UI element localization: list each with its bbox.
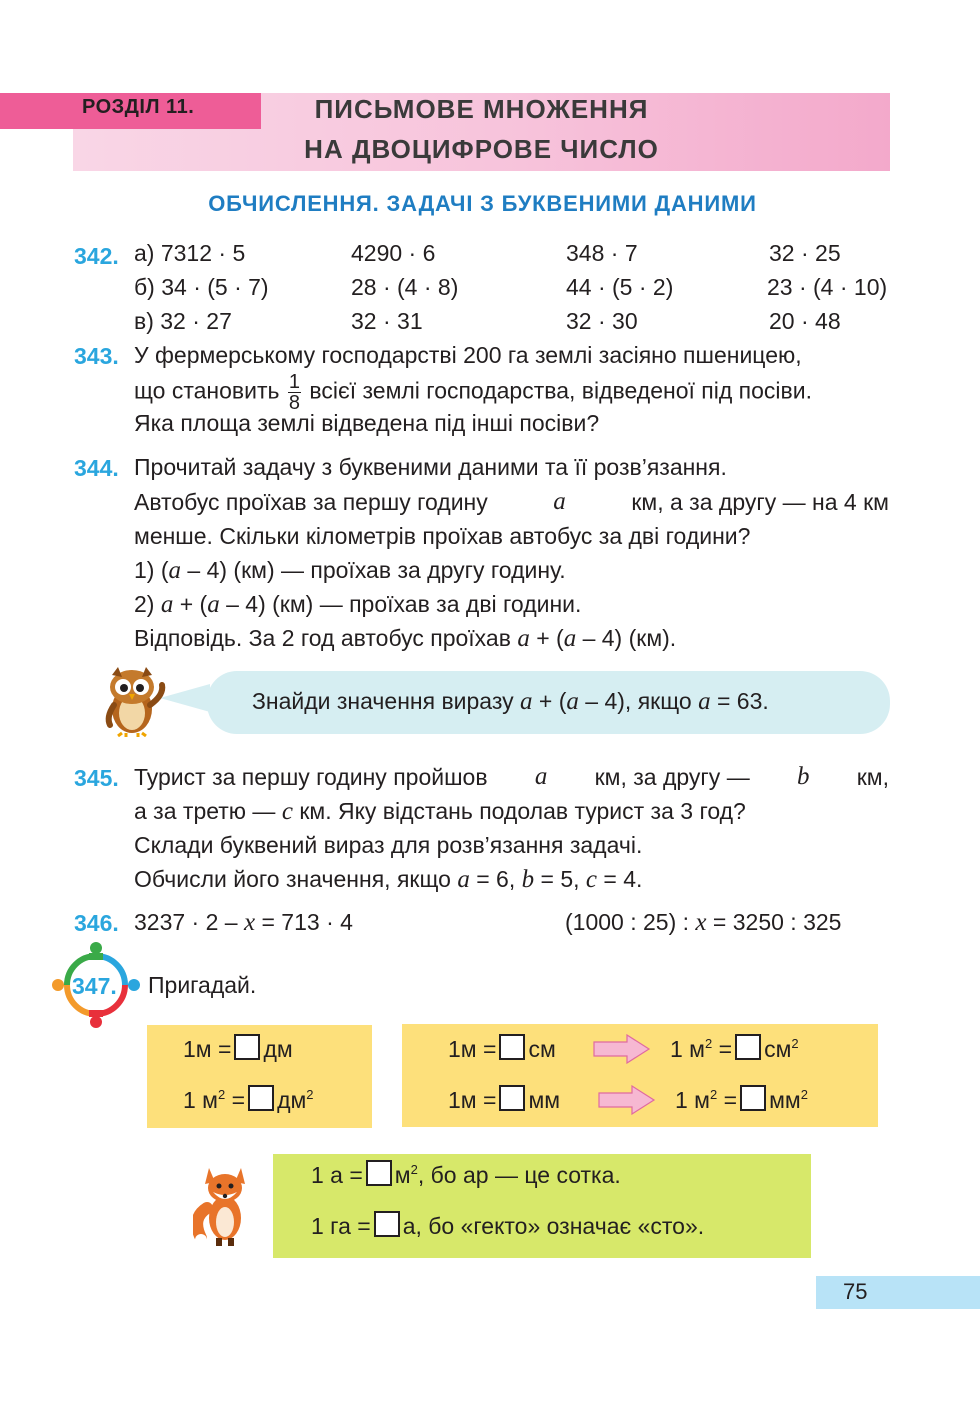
text: дм bbox=[277, 1087, 307, 1113]
problem-text-line bbox=[134, 794, 746, 829]
problem-text-line bbox=[134, 760, 889, 794]
fraction-denominator: 8 bbox=[288, 392, 301, 414]
text: 1м = bbox=[183, 1036, 232, 1062]
text: – 4) (км) — проїхав за дві години. bbox=[219, 591, 582, 617]
answer-line bbox=[134, 621, 676, 656]
text: = bbox=[712, 1036, 733, 1062]
expression: а) 7312 · 5 bbox=[134, 240, 246, 266]
text: 1) ( bbox=[134, 557, 169, 583]
problem-text-line bbox=[134, 485, 889, 519]
text: км, bbox=[856, 764, 889, 790]
text: + ( bbox=[529, 625, 564, 651]
text: км, а за другу — на 4 км bbox=[631, 489, 889, 515]
page-number-bar bbox=[816, 1276, 980, 1309]
text: 1 а = bbox=[311, 1162, 363, 1188]
variable: x bbox=[243, 909, 256, 936]
expression: 32 · 25 bbox=[769, 240, 841, 266]
variable: x bbox=[695, 909, 707, 936]
text: = 6, bbox=[469, 866, 516, 892]
conversion-row bbox=[183, 1032, 293, 1066]
text: а, бо «гекто» означає «сто». bbox=[402, 1213, 705, 1239]
expression: 28 · (4 · 8) bbox=[351, 274, 459, 300]
text: а за третю — bbox=[134, 798, 276, 824]
arrow-right-icon bbox=[598, 1085, 656, 1115]
conversion-row bbox=[311, 1158, 621, 1192]
text: = bbox=[717, 1087, 738, 1113]
solution-step bbox=[134, 587, 581, 622]
text: – 4), якщо bbox=[578, 688, 692, 714]
text: Знайди значення виразу bbox=[252, 688, 514, 714]
text: + ( bbox=[173, 591, 208, 617]
text: м bbox=[394, 1162, 411, 1188]
owl-illustration bbox=[100, 665, 168, 737]
fraction-numerator: 1 bbox=[288, 371, 301, 393]
variable: a bbox=[457, 866, 470, 893]
variable: a bbox=[566, 688, 579, 715]
answer-box[interactable] bbox=[499, 1085, 525, 1111]
text: = 4. bbox=[597, 866, 643, 892]
conversion-row bbox=[670, 1032, 799, 1066]
text: 2) bbox=[134, 591, 161, 617]
superscript: 2 bbox=[705, 1036, 713, 1051]
text: 1 м bbox=[183, 1087, 218, 1113]
variable: c bbox=[585, 866, 598, 893]
problem-text: Прочитай задачу з буквеними даними та її розв’язання. bbox=[134, 454, 727, 480]
conversion-row bbox=[448, 1083, 560, 1117]
answer-box[interactable] bbox=[499, 1034, 525, 1060]
text: 3237 · 2 – bbox=[134, 909, 238, 935]
text: – 4) (км) — проїхав за другу годину. bbox=[181, 557, 566, 583]
answer-box[interactable] bbox=[735, 1034, 761, 1060]
expression: 23 · (4 · 10) bbox=[767, 274, 888, 300]
variable: a bbox=[168, 557, 181, 584]
variable: a bbox=[534, 763, 548, 790]
text: км, за другу — bbox=[594, 764, 750, 790]
expression: 32 · 30 bbox=[566, 308, 638, 334]
equation bbox=[134, 905, 353, 940]
text: + ( bbox=[532, 688, 567, 714]
expression: 44 · (5 · 2) bbox=[566, 274, 674, 300]
text: = 63. bbox=[710, 688, 769, 714]
chapter-title-line2: НА ДВОЦИФРОВЕ ЧИСЛО bbox=[304, 134, 659, 164]
equation bbox=[565, 905, 841, 940]
conversion-row bbox=[448, 1032, 556, 1066]
text: Автобус проїхав за першу годину bbox=[134, 489, 488, 515]
variable: a bbox=[553, 488, 566, 515]
conversion-row bbox=[183, 1083, 314, 1117]
expression: 348 · 7 bbox=[566, 240, 638, 266]
answer-box[interactable] bbox=[248, 1085, 274, 1111]
text: Турист за першу годину пройшов bbox=[134, 764, 488, 790]
chapter-title-line1: ПИСЬМОВЕ МНОЖЕННЯ bbox=[314, 94, 649, 124]
text: 1 м bbox=[675, 1087, 710, 1113]
superscript: 2 bbox=[791, 1036, 799, 1051]
text: мм bbox=[769, 1087, 801, 1113]
fox-illustration bbox=[193, 1160, 255, 1248]
superscript: 2 bbox=[218, 1087, 226, 1102]
exercise-number: 344. bbox=[74, 455, 119, 481]
expression: б) 34 · (5 · 7) bbox=[134, 274, 269, 300]
exercise-label: Пригадай. bbox=[148, 972, 257, 998]
text: всієї землі господарства, відведеної під посіви. bbox=[309, 377, 812, 404]
variable: a bbox=[563, 625, 577, 652]
lesson-subtitle: ОБЧИСЛЕННЯ. ЗАДАЧІ З БУКВЕНИМИ ДАНИМИ bbox=[208, 191, 757, 216]
variable: a bbox=[698, 688, 711, 715]
section-label: РОЗДІЛ 11. bbox=[82, 96, 195, 118]
conversion-row bbox=[311, 1209, 704, 1243]
answer-box[interactable] bbox=[374, 1211, 400, 1237]
text: що становить bbox=[134, 377, 280, 404]
text: мм bbox=[528, 1087, 561, 1113]
exercise-number: 343. bbox=[74, 343, 119, 369]
text: = bbox=[225, 1087, 246, 1113]
superscript: 2 bbox=[800, 1087, 808, 1102]
superscript: 2 bbox=[710, 1087, 718, 1102]
exercise-number: 346. bbox=[74, 910, 119, 936]
variable: a bbox=[207, 591, 220, 618]
superscript: 2 bbox=[306, 1087, 314, 1102]
arrow-right-icon bbox=[593, 1034, 651, 1064]
problem-text: У фермерському господарстві 200 га землі засіяно пшеницею, bbox=[134, 342, 802, 368]
expression: 32 · 31 bbox=[351, 308, 423, 334]
text: , бо ар — це сотка. bbox=[417, 1162, 621, 1188]
variable: c bbox=[281, 798, 293, 825]
problem-text: Яка площа землі відведена під інші посіви? bbox=[134, 410, 600, 436]
text: км. Яку відстань подолав турист за 3 год? bbox=[299, 798, 746, 824]
text: Обчисли його значення, якщо bbox=[134, 866, 451, 892]
variable: b bbox=[796, 763, 810, 790]
expression: в) 32 · 27 bbox=[134, 308, 232, 334]
solution-step bbox=[134, 553, 566, 588]
conversion-row bbox=[675, 1083, 808, 1117]
text: = 5, bbox=[534, 866, 580, 892]
text: см bbox=[528, 1036, 556, 1062]
text: см bbox=[764, 1036, 792, 1062]
text: = 713 · 4 bbox=[255, 909, 353, 935]
page-number: 75 bbox=[843, 1279, 868, 1304]
expression: 20 · 48 bbox=[769, 308, 841, 334]
text: дм bbox=[263, 1036, 293, 1062]
text: 1м = bbox=[448, 1036, 497, 1062]
answer-box[interactable] bbox=[234, 1034, 260, 1060]
variable: a bbox=[517, 625, 530, 652]
text: Відповідь. За 2 год автобус проїхав bbox=[134, 625, 511, 651]
problem-text-line bbox=[134, 862, 642, 897]
expression: 4290 · 6 bbox=[351, 240, 436, 266]
variable: b bbox=[521, 866, 535, 893]
text: 1 м bbox=[670, 1036, 705, 1062]
text: 1м = bbox=[448, 1087, 497, 1113]
exercise-number: 345. bbox=[74, 765, 119, 791]
text: (1000 : 25) : bbox=[565, 909, 690, 935]
variable: a bbox=[160, 591, 174, 618]
answer-box[interactable] bbox=[740, 1085, 766, 1111]
answer-box[interactable] bbox=[366, 1160, 392, 1186]
text: 1 га = bbox=[311, 1213, 371, 1239]
problem-text: Склади буквений вираз для розв’язання задачі. bbox=[134, 832, 643, 858]
speech-bubble-text bbox=[252, 684, 769, 719]
variable: a bbox=[520, 688, 533, 715]
text: = 3250 : 325 bbox=[706, 909, 842, 935]
text: – 4) (км). bbox=[576, 625, 677, 651]
superscript: 2 bbox=[410, 1162, 418, 1177]
problem-text: менше. Скільки кілометрів проїхав автобус за дві години? bbox=[134, 523, 751, 549]
exercise-number: 347. bbox=[72, 973, 117, 999]
exercise-number: 342. bbox=[74, 243, 119, 269]
